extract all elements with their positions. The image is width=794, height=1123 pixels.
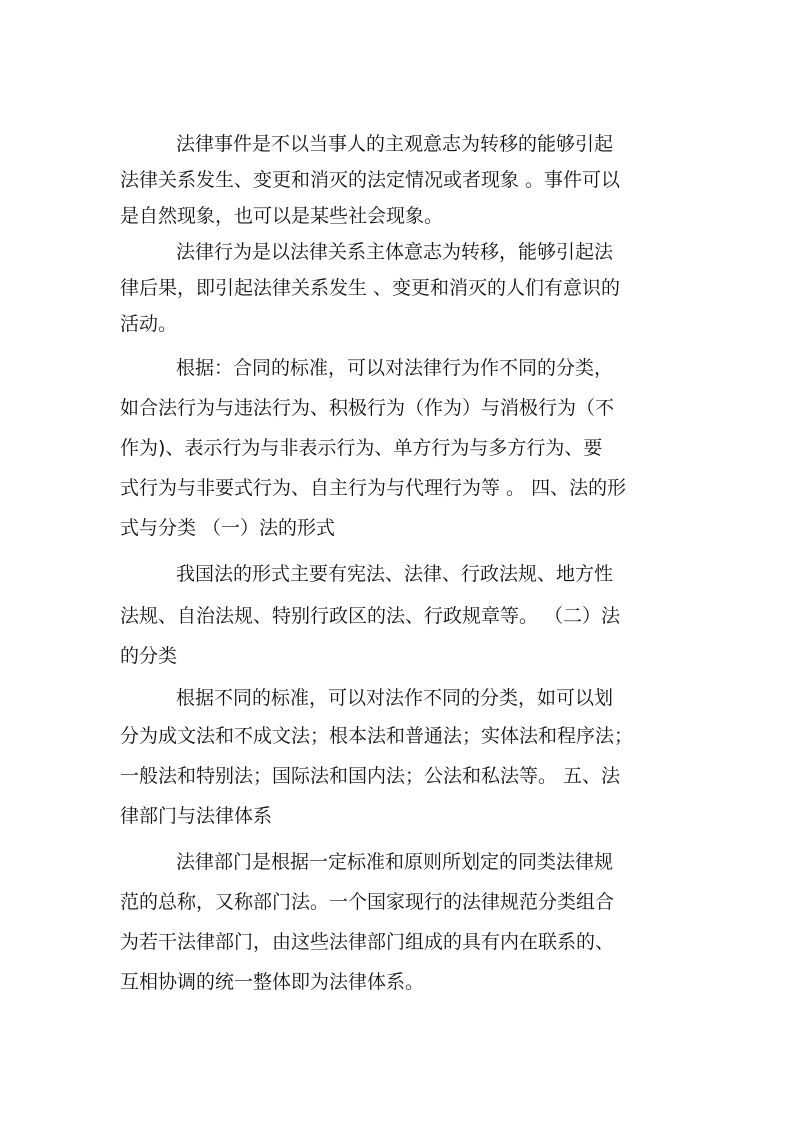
paragraph-line: 式行为与非要式行为、自主行为与代理行为等 。 四、法的形 — [120, 477, 627, 499]
paragraph-line: 法律部门是根据一定标准和原则所划定的同类法律规 — [176, 851, 614, 873]
paragraph-line: 如合法行为与违法行为、积极行为（作为）与消极行为（不 — [120, 397, 615, 419]
paragraph-line: 范的总称，又称部门法。一个国家现行的法律规范分类组合 — [120, 891, 615, 913]
paragraph-line: 根据不同的标准，可以对法作不同的分类，如可以划 — [176, 687, 614, 709]
paragraph-line: 活动。 — [120, 313, 178, 335]
paragraph-line: 法律事件是不以当事人的主观意志为转移的能够引起 — [176, 133, 614, 155]
paragraph-line: 式与分类 （一）法的形式 — [120, 517, 336, 539]
paragraph-line: 互相协调的统一整体即为法律体系。 — [120, 971, 425, 993]
paragraph-line: 我国法的形式主要有宪法、法律、行政法规、地方性 — [176, 563, 614, 585]
paragraph-line: 是自然现象，也可以是某些社会现象。 — [120, 205, 444, 227]
paragraph-line: 法规、自治法规、特别行政区的法、行政规章等。 （二）法 — [120, 605, 621, 627]
paragraph-line: 律部门与法律体系 — [120, 805, 273, 827]
paragraph-line: 作为)、表示行为与非表示行为、单方行为与多方行为、要 — [120, 437, 603, 459]
paragraph-line: 法律关系发生、变更和消灭的法定情况或者现象 。事件可以 — [120, 169, 621, 191]
paragraph-line: 法律行为是以法律关系主体意志为转移，能够引起法 — [176, 241, 614, 263]
paragraph-line: 律后果，即引起法律关系发生 、变更和消灭的人们有意识的 — [120, 277, 621, 299]
paragraph-line: 根据：合同的标准，可以对法律行为作不同的分类， — [176, 357, 614, 379]
paragraph-line: 一般法和特别法；国际法和国内法；公法和私法等。 五、法 — [120, 765, 621, 787]
paragraph-line: 的分类 — [120, 645, 178, 667]
paragraph-line: 分为成文法和不成文法；根本法和普通法；实体法和程序法； — [120, 725, 634, 747]
paragraph-line: 为若干法律部门，由这些法律部门组成的具有内在联系的、 — [120, 931, 615, 953]
